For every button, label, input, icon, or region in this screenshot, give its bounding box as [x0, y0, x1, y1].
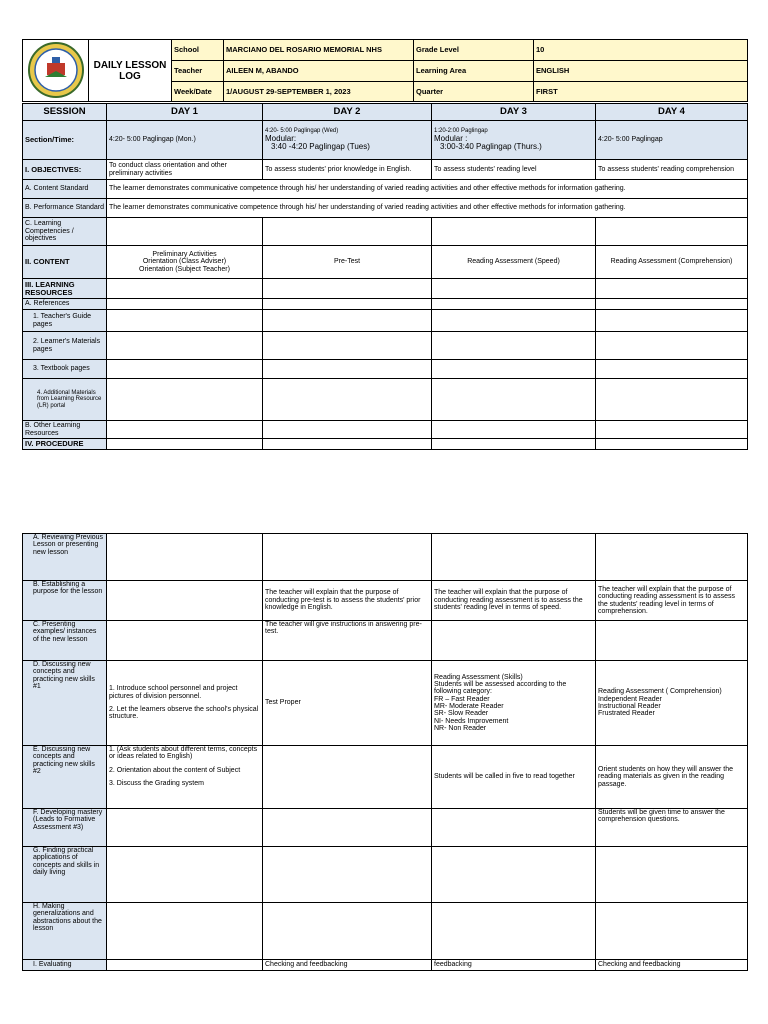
section-time-day-3-line-1: 1:20-2:00 Paglingap [434, 128, 488, 135]
discussing-2-day-2 [263, 746, 432, 809]
week-value: 1/AUGUST 29-SEPTEMBER 1, 2023 [224, 82, 414, 102]
discussing-2-day-4: Orient students on how they will answer the reading materials as given in the reading passage. [596, 746, 748, 809]
discussing-1-day-4-line: Reading Assessment ( Comprehension) [598, 688, 722, 696]
learners-materials-day-1 [107, 332, 263, 360]
competencies-label: C. Learning Competencies / objectives [23, 218, 107, 246]
learners-materials-day-4 [596, 332, 748, 360]
establishing-day-4: The teacher will explain that the purpose of conducting reading assessment is to assess the students' reading level in terms of comprehension. [596, 581, 748, 621]
discussing-1-label: D. Discussing new concepts and practicing new skills #1 [23, 661, 107, 746]
procedure-day-1 [107, 439, 263, 450]
day-3-header: DAY 3 [432, 104, 596, 121]
procedure-day-2 [263, 439, 432, 450]
content-label: II. CONTENT [23, 246, 107, 279]
week-label: Week/Date [172, 82, 224, 102]
discussing-2-day-1-item-3: 3. Discuss the Grading system [109, 780, 204, 788]
lesson-log-table [22, 103, 748, 450]
establishing-day-1 [107, 581, 263, 621]
content-day-2: Pre-Test [263, 246, 432, 279]
discussing-2-label: E. Discussing new concepts and practicing new skills #2 [23, 746, 107, 809]
performance-standard-text: The learner demonstrates communicative competence through his/ her understanding of varied reading activities and other effective methods for information gathering. [107, 199, 748, 218]
objectives-label: I. OBJECTIVES: [23, 160, 107, 180]
section-time-day-3-line-3: 3:00-3:40 Paglingap (Thurs.) [440, 142, 542, 152]
content-day-3: Reading Assessment (Speed) [432, 246, 596, 279]
evaluating-day-4: Checking and feedbacking [596, 960, 748, 971]
generalizations-day-4 [596, 903, 748, 960]
section-time-day-2-line-2: Modular: [265, 133, 297, 143]
grade-value: 10 [534, 40, 748, 61]
presenting-day-3 [432, 621, 596, 661]
header-table [22, 39, 748, 102]
evaluating-day-1 [107, 960, 263, 971]
textbook-day-2 [263, 360, 432, 379]
objectives-day-4: To assess students' reading comprehension [596, 160, 748, 180]
discussing-1-day-1 [107, 661, 263, 746]
finding-label: G. Finding practical applications of concepts and skills in daily living [23, 847, 107, 903]
objectives-day-2: To assess students' prior knowledge in English. [263, 160, 432, 180]
references-day-3 [432, 299, 596, 310]
discussing-1-day-4-line: Independent Reader [598, 695, 662, 703]
finding-day-1 [107, 847, 263, 903]
generalizations-day-2 [263, 903, 432, 960]
content-day-1-line-2: Orientation (Class Adviser) [142, 258, 227, 266]
section-time-day-2-line-3: 3:40 -4:20 Paglingap (Tues) [271, 142, 370, 152]
reviewing-day-2 [263, 534, 432, 581]
day-2-header: DAY 2 [263, 104, 432, 121]
teachers-guide-day-1 [107, 310, 263, 332]
mastery-day-3 [432, 809, 596, 847]
section-time-day-2-line-1: 4:20- 5:00 Paglingap (Wed) [265, 128, 339, 135]
teachers-guide-day-2 [263, 310, 432, 332]
content-standard-label: A. Content Standard [23, 180, 107, 199]
other-resources-day-3 [432, 421, 596, 439]
other-resources-day-2 [263, 421, 432, 439]
discussing-1-day-4-line: Instructional Reader [598, 703, 661, 710]
day-1-header: DAY 1 [107, 104, 263, 121]
presenting-day-2: The teacher will give instructions in answering pre-test. [263, 621, 432, 661]
content-standard-text: The learner demonstrates communicative competence through his/ her understanding of varied reading activities and other effective methods for information gathering. [107, 180, 748, 199]
section-time-day-2 [263, 121, 432, 160]
evaluating-day-2: Checking and feedbacking [263, 960, 432, 971]
section-time-label: Section/Time: [23, 121, 107, 160]
additional-materials-day-4 [596, 379, 748, 421]
title-line-2: LOG [119, 70, 141, 82]
competencies-day-1 [107, 218, 263, 246]
learners-materials-label: 2. Learner's Materials pages [23, 332, 107, 360]
mastery-label: F. Developing mastery (Leads to Formative Assessment #3) [23, 809, 107, 847]
school-label: School [172, 40, 224, 61]
school-seal-icon [25, 41, 87, 99]
discussing-1-day-3-line: SR- Slow Reader [434, 710, 489, 718]
resources-day-1 [107, 279, 263, 299]
area-value: ENGLISH [534, 61, 748, 82]
content-day-1 [107, 246, 263, 279]
discussing-1-day-3-line: Reading Assessment (Skills) [434, 673, 523, 681]
content-day-1-line-1: Preliminary Activities [152, 250, 217, 258]
discussing-2-day-1 [107, 746, 263, 809]
quarter-label: Quarter [414, 82, 534, 102]
mastery-day-2 [263, 809, 432, 847]
discussing-1-day-1-item-2: 2. Let the learners observe the school's physical structure. [109, 706, 259, 721]
discussing-1-day-3-line: NI- Needs Improvement [434, 717, 509, 725]
procedure-table [22, 533, 748, 971]
section-time-day-3 [432, 121, 596, 160]
finding-day-4 [596, 847, 748, 903]
other-resources-day-1 [107, 421, 263, 439]
textbook-day-3 [432, 360, 596, 379]
area-label: Learning Area [414, 61, 534, 82]
teacher-label: Teacher [172, 61, 224, 82]
procedure-day-3 [432, 439, 596, 450]
title-line-1: DAILY LESSON [93, 59, 167, 71]
quarter-value: FIRST [534, 82, 748, 102]
content-day-1-line-3: Orientation (Subject Teacher) [139, 265, 230, 273]
other-resources-day-4 [596, 421, 748, 439]
resources-day-4 [596, 279, 748, 299]
teachers-guide-day-3 [432, 310, 596, 332]
generalizations-day-3 [432, 903, 596, 960]
document-title [89, 40, 172, 102]
discussing-1-day-3-line: MR- Moderate Reader [434, 703, 504, 710]
discussing-2-day-1-item-2: 2. Orientation about the content of Subject [109, 766, 241, 774]
learners-materials-day-2 [263, 332, 432, 360]
school-seal [23, 40, 89, 102]
additional-materials-label: 4. Additional Materials from Learning Resource (LR) portal [23, 379, 107, 421]
presenting-day-1 [107, 621, 263, 661]
competencies-day-3 [432, 218, 596, 246]
evaluating-day-3: feedbacking [432, 960, 596, 971]
evaluating-label: I. Evaluating [23, 960, 107, 971]
establishing-label: B. Establishing a purpose for the lesson [23, 581, 107, 621]
grade-label: Grade Level [414, 40, 534, 61]
references-day-1 [107, 299, 263, 310]
textbook-label: 3. Textbook pages [23, 360, 107, 379]
school-value: MARCIANO DEL ROSARIO MEMORIAL NHS [224, 40, 414, 61]
competencies-day-4 [596, 218, 748, 246]
mastery-day-1 [107, 809, 263, 847]
section-time-day-4: 4:20- 5:00 Paglingap [596, 121, 748, 160]
session-header: SESSION [23, 104, 107, 121]
section-time-day-1: 4:20- 5:00 Paglingap (Mon.) [107, 121, 263, 160]
discussing-1-day-3 [432, 661, 596, 746]
day-4-header: DAY 4 [596, 104, 748, 121]
competencies-day-2 [263, 218, 432, 246]
objectives-day-3: To assess students' reading level [432, 160, 596, 180]
discussing-1-day-3-line: NR- Non Reader [434, 725, 487, 733]
mastery-day-4: Students will be given time to answer the comprehension questions. [596, 809, 748, 847]
finding-day-3 [432, 847, 596, 903]
reviewing-day-3 [432, 534, 596, 581]
performance-standard-label: B. Performance Standard [23, 199, 107, 218]
reviewing-label: A. Reviewing Previous Lesson or presenting new lesson [23, 534, 107, 581]
section-time-day-3-line-2: Modular : [434, 133, 468, 143]
discussing-1-day-1-item-1: 1. Introduce school personnel and project pictures of division personnel. [109, 685, 238, 700]
additional-materials-day-3 [432, 379, 596, 421]
procedure-label: IV. PROCEDURE [23, 439, 107, 450]
teachers-guide-label: 1. Teacher's Guide pages [23, 310, 107, 332]
discussing-1-day-2: Test Proper [263, 661, 432, 746]
textbook-day-1 [107, 360, 263, 379]
establishing-day-2: The teacher will explain that the purpose of conducting pre-test is to assess the students' prior knowledge in English. [263, 581, 432, 621]
presenting-day-4 [596, 621, 748, 661]
learners-materials-day-3 [432, 332, 596, 360]
teacher-value: AILEEN M, ABANDO [224, 61, 414, 82]
discussing-1-day-3-line: Students will be assessed according to the following category: [434, 680, 567, 696]
other-resources-label: B. Other Learning Resources [23, 421, 107, 439]
references-label: A. References [23, 299, 107, 310]
references-day-2 [263, 299, 432, 310]
objectives-day-1: To conduct class orientation and other preliminary activities [107, 160, 263, 180]
reviewing-day-1 [107, 534, 263, 581]
resources-label: III. LEARNING RESOURCES [23, 279, 107, 299]
establishing-day-3: The teacher will explain that the purpose of conducting reading assessment is to assess the students' reading level in terms of speed. [432, 581, 596, 621]
resources-day-3 [432, 279, 596, 299]
discussing-2-day-3: Students will be called in five to read together [432, 746, 596, 809]
discussing-1-day-3-line: FR – Fast Reader [434, 695, 490, 703]
additional-materials-day-2 [263, 379, 432, 421]
presenting-label: C. Presenting examples/ instances of the new lesson [23, 621, 107, 661]
generalizations-day-1 [107, 903, 263, 960]
finding-day-2 [263, 847, 432, 903]
resources-day-2 [263, 279, 432, 299]
procedure-day-4 [596, 439, 748, 450]
content-day-4: Reading Assessment (Comprehension) [596, 246, 748, 279]
discussing-2-day-1-item-1: 1. (Ask students about different terms, concepts or ideas related to English) [109, 746, 258, 761]
discussing-1-day-4-line: Frustrated Reader [598, 710, 655, 718]
discussing-1-day-4 [596, 661, 748, 746]
textbook-day-4 [596, 360, 748, 379]
reviewing-day-4 [596, 534, 748, 581]
teachers-guide-day-4 [596, 310, 748, 332]
generalizations-label: H. Making generalizations and abstractions about the lesson [23, 903, 107, 960]
references-day-4 [596, 299, 748, 310]
additional-materials-day-1 [107, 379, 263, 421]
